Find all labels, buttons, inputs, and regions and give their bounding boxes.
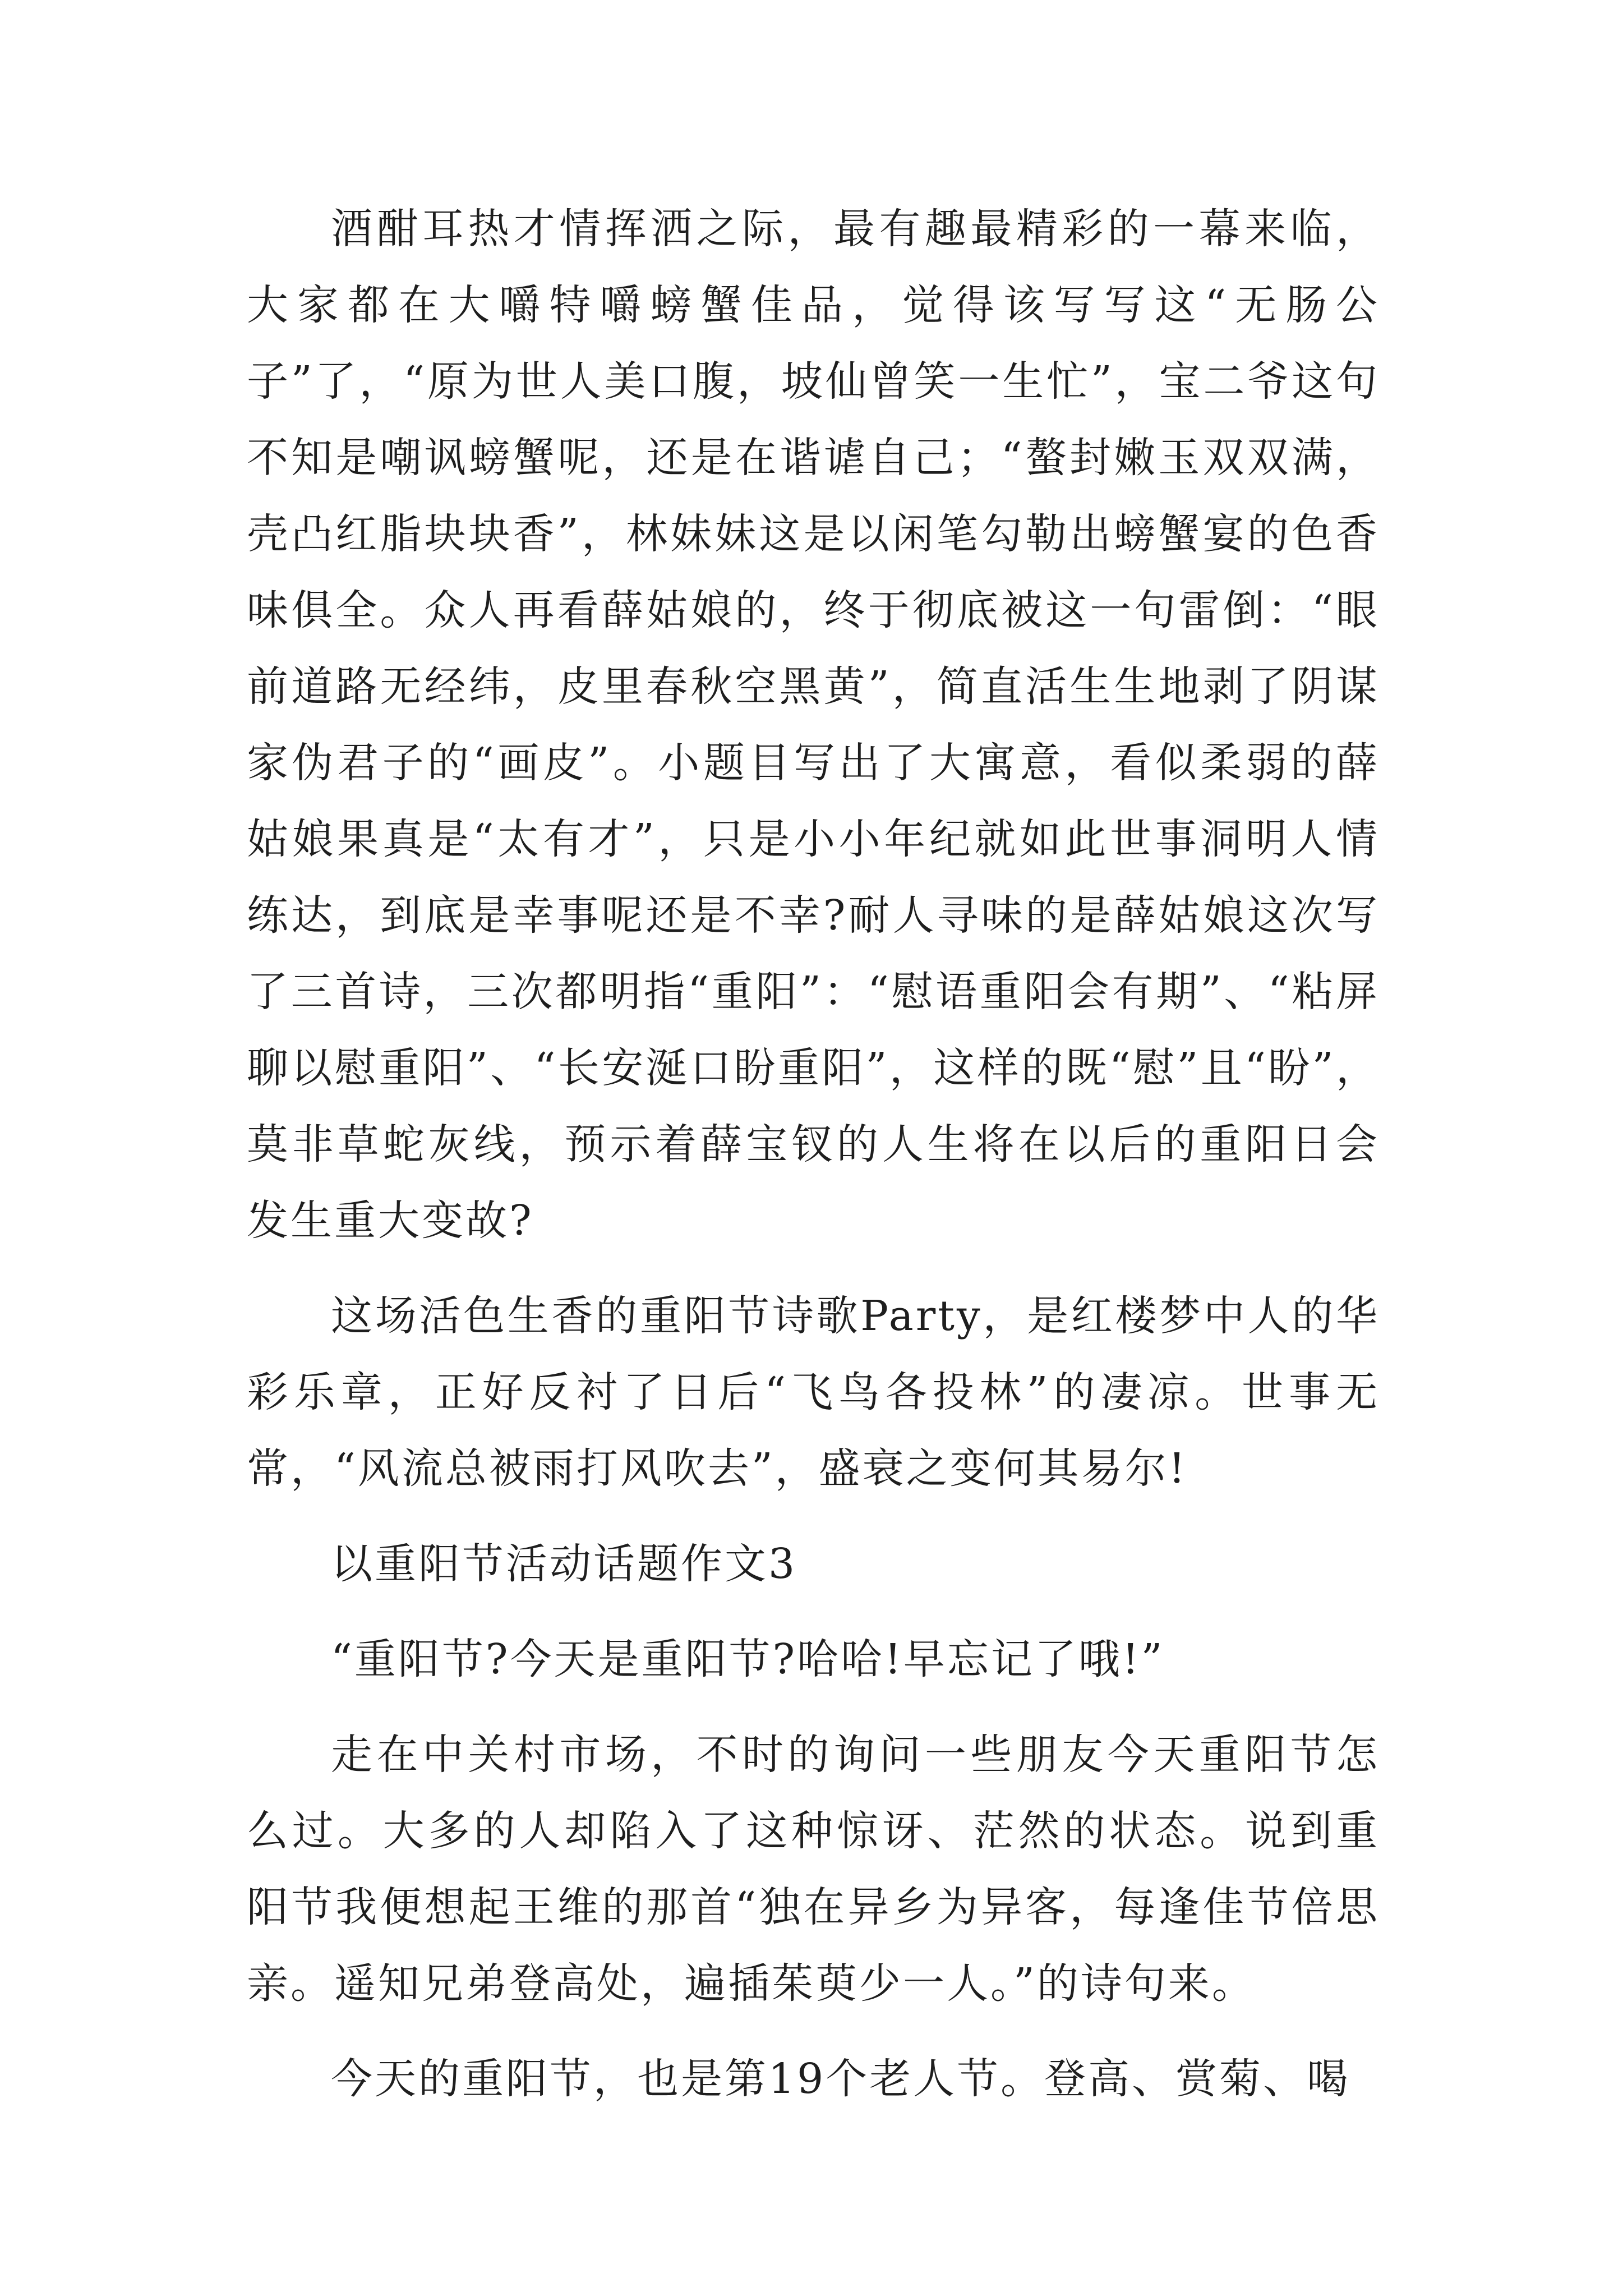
paragraph-1: 酒酣耳热才情挥洒之际，最有趣最精彩的一幕来临，大家都在大嚼特嚼螃蟹佳品，觉得该写写这“无肠公子”了，“原为世人美口腹，坡仙曾笑一生忙”，宝二爷这句不知是嘲讽螃蟹呢，还是在谐谑自己；“螯封嫩玉双双满，壳凸红脂块块香”，林妹妹这是以闲笔勾勒出螃蟹宴的色香味俱全。众人再看薛姑娘的，终于彻底被这一句雷倒：“眼前道路无经纬，皮里春秋空黑黄”，简直活生生地剥了阴谋家伪君子的“画皮”。小题目写出了大寓意，看似柔弱的薛姑娘果真是“太有才”，只是小小年纪就如此世事洞明人情练达，到底是幸事呢还是不幸?耐人寻味的是薛姑娘这次写了三首诗，三次都明指“重阳”：“慰语重阳会有期”、“粘屏聊以慰重阳”、“长安涎口盼重阳”，这样的既“慰”且“盼”，莫非草蛇灰线，预示着薛宝钗的人生将在以后的重阳日会发生重大变故? <box>247 205 1380 1245</box>
paragraph-2: 这场活色生香的重阳节诗歌Party，是红楼梦中人的华彩乐章，正好反衬了日后“飞鸟各投林”的凄凉。世事无常，“风流总被雨打风吹去”，盛衰之变何其易尔! <box>247 1292 1380 1493</box>
paragraph-4: 今天的重阳节，也是第19个老人节。登高、赏菊、喝 <box>331 2055 1351 2103</box>
section-heading: 以重阳节活动话题作文3 <box>331 1540 797 1588</box>
quote-line: “重阳节?今天是重阳节?哈哈!早忘记了哦!” <box>331 1635 1165 1683</box>
paragraph-3: 走在中关村市场，不时的询问一些朋友今天重阳节怎么过。大多的人却陷入了这种惊讶、茫然的状态。说到重阳节我便想起王维的那首“独在异乡为异客，每逢佳节倍思亲。遥知兄弟登高处，遍插茱萸少一人。”的诗句来。 <box>247 1731 1380 2008</box>
document-body <box>247 191 1380 2136</box>
